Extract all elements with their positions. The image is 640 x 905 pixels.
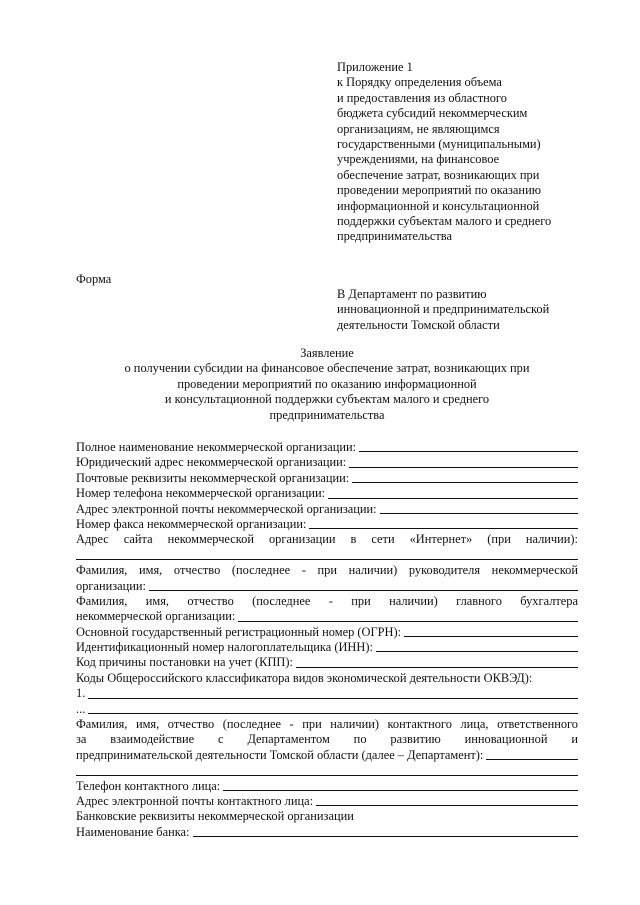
application-title bbox=[76, 346, 578, 423]
contact-email-label: Адрес электронной почты контактного лица: bbox=[76, 793, 314, 808]
inn-field[interactable] bbox=[376, 651, 578, 652]
email-row bbox=[76, 502, 578, 517]
application-form bbox=[76, 440, 578, 840]
full-name-row bbox=[76, 440, 578, 455]
head-label-line2: организации: bbox=[76, 578, 146, 593]
email-label: Адрес электронной почты некоммерческой организации: bbox=[76, 501, 377, 516]
okved-item1-label: 1. bbox=[76, 686, 86, 701]
appendix-line: поддержки субъектам малого и среднего bbox=[337, 214, 552, 229]
title-line: о получении субсидии на финансовое обеспечение затрат, возникающих при bbox=[124, 361, 530, 376]
contact-email-field[interactable] bbox=[316, 805, 578, 806]
phone-field[interactable] bbox=[328, 498, 578, 499]
contact-label-line3: предпринимательской деятельности Томской области (далее – Департамент): bbox=[76, 747, 484, 762]
bank-details-label: Банковские реквизиты некоммерческой организации bbox=[76, 809, 354, 824]
postal-label: Почтовые реквизиты некоммерческой организации: bbox=[76, 470, 350, 485]
contact-phone-field[interactable] bbox=[223, 790, 578, 791]
ogrn-field[interactable] bbox=[404, 636, 578, 637]
title-line: проведении мероприятий по оказанию информационной bbox=[177, 376, 477, 391]
form-label: Форма bbox=[76, 272, 112, 286]
legal-address-field[interactable] bbox=[349, 467, 578, 468]
phone-row bbox=[76, 486, 578, 501]
inn-label: Идентификационный номер налогоплательщика (ИНН): bbox=[76, 640, 373, 655]
okved-row bbox=[76, 671, 578, 686]
bank-details-row bbox=[76, 809, 578, 824]
okved-label: Коды Общероссийского классификатора видов экономической деятельности ОКВЭД): bbox=[76, 670, 533, 685]
title-line: и консультационной поддержки субъектам малого и среднего bbox=[164, 392, 490, 407]
okved-item1-row bbox=[76, 686, 578, 701]
head-field[interactable] bbox=[149, 590, 578, 591]
recipient-line: В Департамент по развитию bbox=[337, 287, 487, 301]
kpp-label: Код причины постановки на учет (КПП): bbox=[76, 655, 293, 670]
contact-field-line2[interactable] bbox=[76, 763, 578, 778]
okved-more-label: ... bbox=[76, 701, 86, 716]
full-name-field[interactable] bbox=[359, 451, 578, 452]
recipient-line: инновационной и предпринимательской bbox=[337, 302, 550, 317]
fax-row bbox=[76, 517, 578, 532]
website-label: Адрес сайта некоммерческой организации в сети «Интернет» (при наличии): bbox=[76, 532, 578, 547]
okved-more-field[interactable] bbox=[88, 713, 578, 714]
phone-label: Номер телефона некоммерческой организации: bbox=[76, 486, 326, 501]
appendix-line: государственными (муниципальными) bbox=[337, 137, 541, 152]
contact-label-line1: Фамилия, имя, отчество (последнее - при наличии) контактного лица, ответственного bbox=[76, 717, 578, 732]
okved-item1-field[interactable] bbox=[88, 698, 578, 699]
website-field[interactable] bbox=[76, 559, 578, 560]
kpp-field[interactable] bbox=[296, 667, 578, 668]
ogrn-row bbox=[76, 625, 578, 640]
full-name-label: Полное наименование некоммерческой организации: bbox=[76, 439, 357, 454]
contact-field[interactable] bbox=[486, 759, 578, 760]
head-row bbox=[76, 579, 578, 594]
appendix-line: организациям, не являющимся bbox=[337, 121, 500, 136]
contact-row bbox=[76, 748, 578, 763]
okved-more-row bbox=[76, 702, 578, 717]
appendix-line: и предоставления из областного bbox=[337, 90, 507, 105]
head-label-line1: Фамилия, имя, отчество (последнее - при наличии) руководителя некоммерческой bbox=[76, 563, 578, 578]
appendix-line: обеспечение затрат, возникающих при bbox=[337, 167, 540, 182]
inn-row bbox=[76, 640, 578, 655]
accountant-label-line1: Фамилия, имя, отчество (последнее - при наличии) главного бухгалтера bbox=[76, 593, 578, 608]
appendix-line: Приложение 1 bbox=[337, 60, 413, 74]
appendix-block bbox=[337, 60, 597, 245]
recipient-line: деятельности Томской области bbox=[337, 317, 500, 332]
fax-field[interactable] bbox=[309, 528, 578, 529]
contact-phone-label: Телефон контактного лица: bbox=[76, 778, 221, 793]
postal-field[interactable] bbox=[352, 482, 578, 483]
title-heading: Заявление bbox=[300, 346, 354, 360]
fax-label: Номер факса некоммерческой организации: bbox=[76, 516, 307, 531]
postal-row bbox=[76, 471, 578, 486]
contact-phone-row bbox=[76, 779, 578, 794]
contact-field-extra[interactable] bbox=[76, 775, 578, 776]
title-line: предпринимательства bbox=[269, 407, 385, 422]
website-field-line[interactable] bbox=[76, 548, 578, 563]
appendix-line: бюджета субсидий некоммерческим bbox=[337, 106, 528, 121]
bank-name-row bbox=[76, 825, 578, 840]
bank-name-label: Наименование банка: bbox=[76, 824, 190, 839]
accountant-field[interactable] bbox=[238, 621, 578, 622]
contact-label-line2: за взаимодействие с Департаментом по развитию инновационной и bbox=[76, 732, 578, 747]
bank-name-field[interactable] bbox=[193, 836, 579, 837]
legal-address-label: Юридический адрес некоммерческой организации: bbox=[76, 455, 347, 470]
ogrn-label: Основной государственный регистрационный номер (ОГРН): bbox=[76, 624, 402, 639]
appendix-line: к Порядку определения объема bbox=[337, 75, 502, 90]
legal-address-row bbox=[76, 455, 578, 470]
appendix-line: информационной и консультационной bbox=[337, 198, 540, 213]
kpp-row bbox=[76, 655, 578, 670]
contact-email-row bbox=[76, 794, 578, 809]
appendix-line: учреждениями, на финансовое bbox=[337, 152, 500, 167]
appendix-line: предпринимательства bbox=[337, 229, 452, 244]
accountant-label-line2: некоммерческой организации: bbox=[76, 609, 236, 624]
appendix-line: проведении мероприятий по оказанию bbox=[337, 183, 541, 198]
recipient-block bbox=[337, 287, 597, 333]
accountant-row bbox=[76, 609, 578, 624]
email-field[interactable] bbox=[380, 513, 578, 514]
